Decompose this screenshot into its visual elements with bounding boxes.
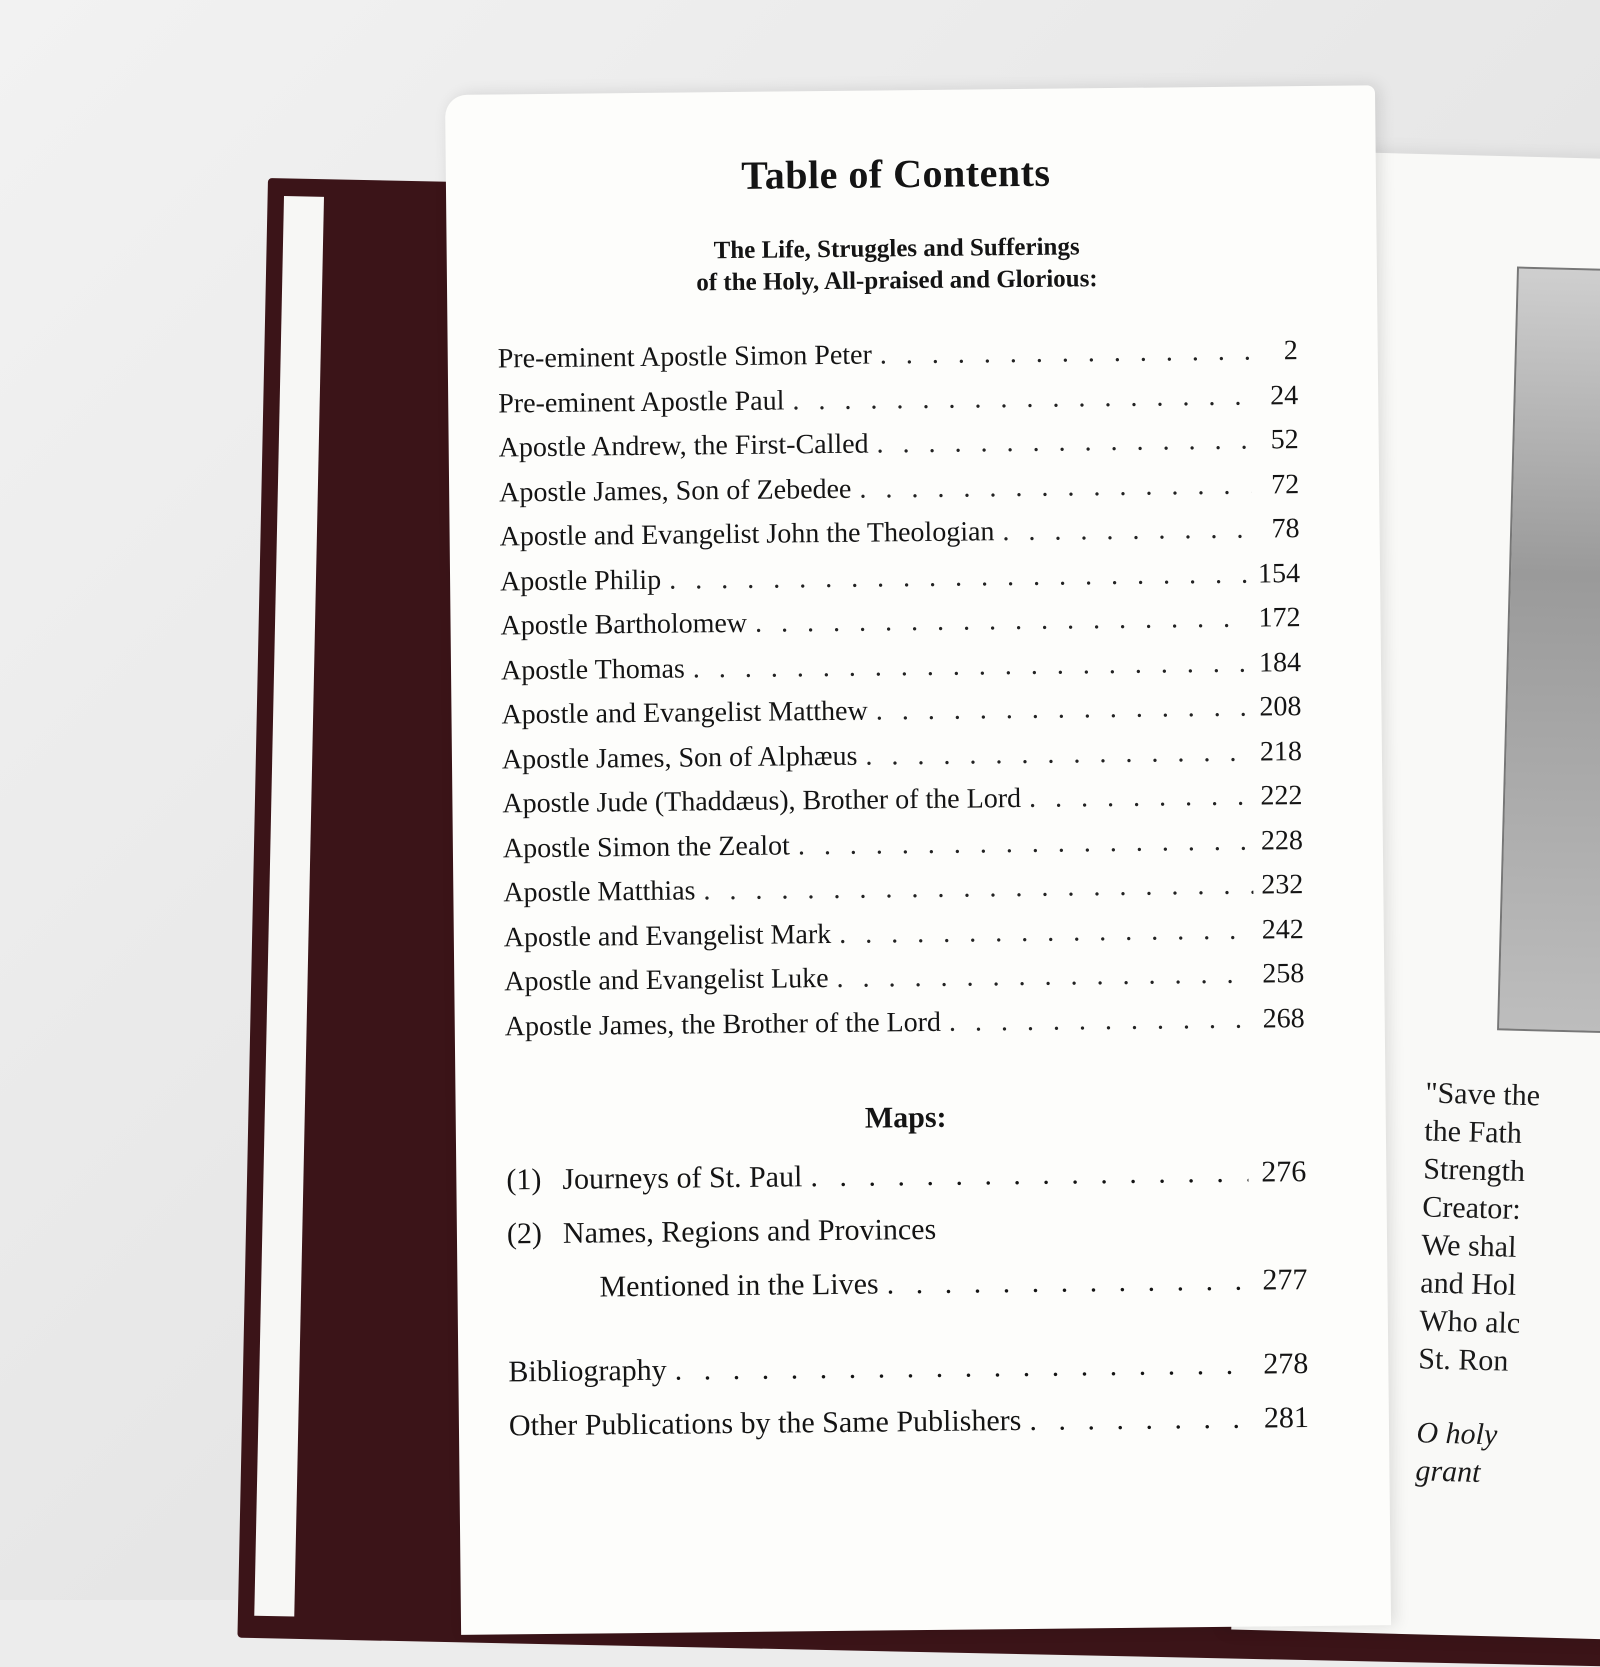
leader-dots: [669, 552, 1250, 603]
toc-entry-label: Apostle Simon the Zealot: [502, 829, 791, 864]
toc-entry-page: 232: [1261, 869, 1304, 901]
toc-title: Table of Contents: [740, 149, 1051, 198]
leader-dots: [1002, 508, 1252, 555]
back-matter-label: Other Publications by the Same Publishers: [508, 1404, 1022, 1443]
leader-dots: [703, 864, 1253, 914]
toc-entry-page: 268: [1262, 1002, 1305, 1034]
toc-entry-page: 154: [1257, 557, 1301, 590]
leader-dots: [798, 819, 1253, 868]
toc-entry-page: 24: [1270, 379, 1299, 411]
map-page: 276: [1261, 1155, 1307, 1189]
facing-italic-line: grant: [1415, 1454, 1481, 1489]
facing-italic-line: O holy: [1416, 1416, 1498, 1452]
map-entry: [507, 1199, 1308, 1261]
toc-subtitle-line: The Life, Struggles and Sufferings: [713, 233, 1080, 265]
leader-dots: [1029, 775, 1253, 822]
maps-heading: Maps:: [864, 1100, 947, 1135]
facing-line: "Save the: [1424, 1076, 1541, 1113]
toc-entry-label: Apostle Matthias: [503, 875, 696, 909]
toc-entry-label: Apostle and Evangelist Luke: [504, 963, 829, 998]
toc-entry-label: Pre-eminent Apostle Paul: [498, 384, 785, 419]
leader-dots: [810, 1146, 1249, 1205]
toc-subtitle-line: of the Holy, All-praised and Glorious:: [696, 265, 1098, 297]
toc-content: [496, 146, 1310, 1453]
toc-entry-label: Apostle Bartholomew: [500, 607, 748, 642]
toc-entry-page: 172: [1258, 602, 1301, 634]
toc-entry-label: Apostle Jude (Thaddæus), Brother of the Lord: [502, 783, 1022, 820]
toc-entry-label: Apostle James, Son of Zebedee: [499, 473, 852, 508]
leader-dots: [755, 597, 1251, 647]
toc-entry: [505, 997, 1305, 1050]
toc-entry-page: 228: [1260, 824, 1304, 856]
toc-entry-page: 2: [1283, 335, 1298, 367]
map-entry: [506, 1145, 1307, 1207]
leader-dots: [792, 374, 1250, 423]
toc-entry-page: 52: [1270, 424, 1299, 456]
leader-dots: [674, 1338, 1250, 1398]
facing-line: We shal: [1420, 1228, 1517, 1264]
toc-entry-label: Apostle and Evangelist Matthew: [501, 695, 868, 731]
leader-dots: [876, 686, 1252, 734]
leader-dots: [839, 908, 1254, 957]
toc-entry-label: Apostle James, Son of Alphæus: [501, 740, 858, 775]
toc-entry-page: 208: [1259, 691, 1302, 723]
back-matter-page: 278: [1263, 1347, 1309, 1381]
map-page: 277: [1262, 1263, 1308, 1297]
toc-entry-page: 78: [1271, 513, 1300, 545]
facing-line: and Hol: [1419, 1266, 1517, 1302]
leader-dots: [693, 641, 1252, 691]
toc-entry-label: Apostle Thomas: [500, 653, 685, 686]
facing-line: the Fath: [1423, 1114, 1523, 1150]
toc-entry-label: Apostle James, the Brother of the Lord: [504, 1006, 942, 1042]
leader-dots: [836, 953, 1254, 1002]
leader-dots: [859, 463, 1251, 512]
toc-entry-label: Apostle Philip: [499, 564, 662, 597]
toc-entry-page: 222: [1260, 780, 1303, 812]
back-matter-page: 281: [1263, 1401, 1310, 1435]
map-number: (1): [506, 1163, 542, 1197]
facing-line: Creator:: [1421, 1190, 1522, 1226]
map-label: Names, Regions and Provinces: [562, 1212, 937, 1250]
facing-page-text: [1415, 1074, 1600, 1497]
map-number: (2): [506, 1217, 543, 1251]
toc-subtitle: [496, 229, 1297, 301]
toc-entry-page: 72: [1270, 468, 1300, 500]
back-matter-entry: [509, 1391, 1310, 1453]
leader-dots: [876, 419, 1251, 467]
leader-dots: [1029, 1392, 1251, 1448]
toc-entry-label: Pre-eminent Apostle Simon Peter: [497, 339, 872, 375]
toc-entry-page: 184: [1258, 646, 1302, 679]
leader-dots: [865, 730, 1252, 779]
toc-page: [445, 85, 1391, 1635]
leader-dots: [949, 997, 1255, 1045]
back-matter-label: Bibliography: [508, 1353, 667, 1389]
facing-page-illustration: [1497, 267, 1600, 1036]
toc-entry-page: 258: [1262, 958, 1305, 990]
facing-line: Strength: [1422, 1152, 1526, 1189]
leader-dots: [886, 1254, 1249, 1312]
toc-entry-page: 242: [1261, 913, 1304, 945]
facing-line: Who alc: [1418, 1304, 1521, 1340]
leader-dots: [880, 330, 1250, 378]
back-matter: [508, 1337, 1309, 1453]
toc-entry-label: Apostle and Evangelist John the Theologian: [499, 516, 995, 553]
toc-entry-page: 218: [1259, 735, 1303, 768]
toc-entry-label: Apostle Andrew, the First-Called: [498, 428, 869, 464]
back-matter-entry: [508, 1337, 1309, 1399]
map-label: Journeys of St. Paul: [562, 1160, 803, 1196]
map-label: Mentioned in the Lives: [599, 1267, 879, 1304]
facing-line: St. Ron: [1417, 1342, 1509, 1378]
map-entry-continuation: [507, 1253, 1308, 1315]
toc-entry-label: Apostle and Evangelist Mark: [503, 918, 832, 953]
toc-list: [498, 329, 1305, 1049]
